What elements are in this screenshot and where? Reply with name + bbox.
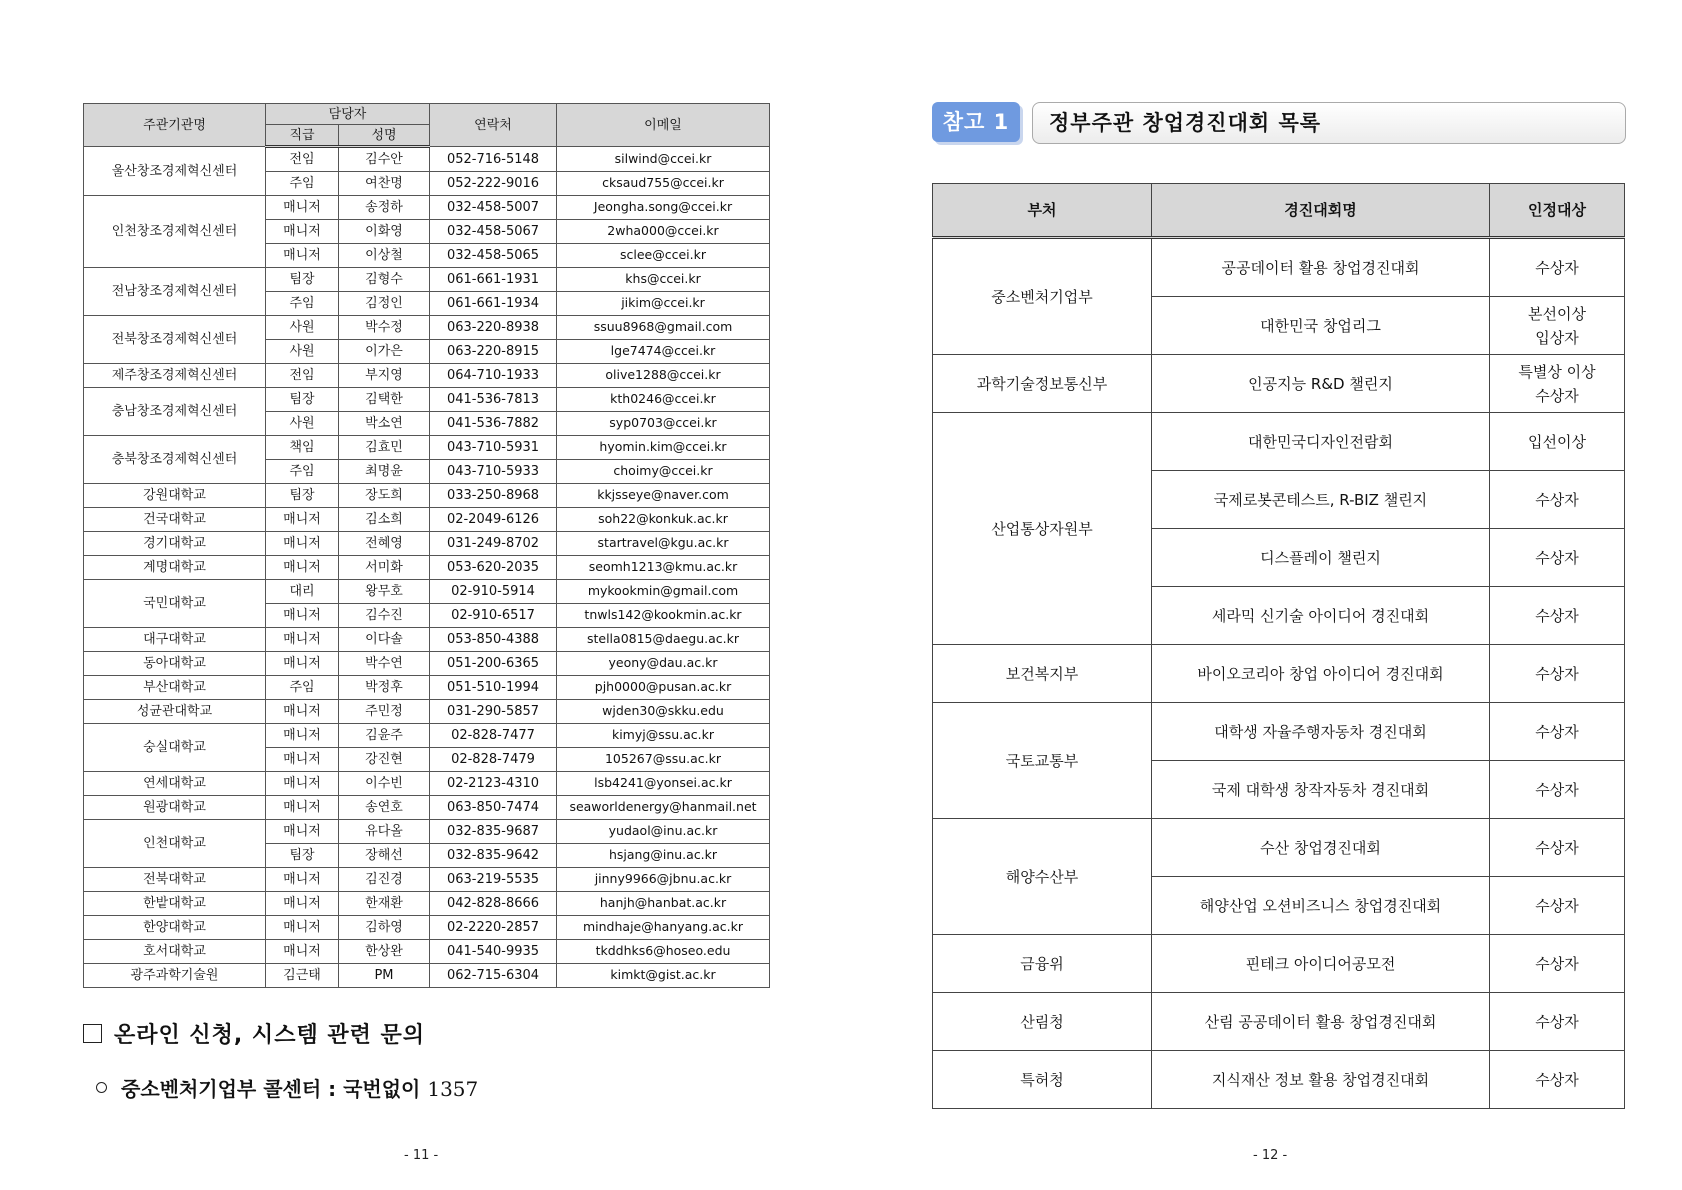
table-row (84, 147, 770, 172)
name-cell: 이화영 (339, 220, 430, 244)
header-phone: 연락처 (430, 104, 557, 147)
ministry-cell: 국토교통부 (933, 703, 1152, 819)
rank-cell: 매니저 (266, 748, 339, 772)
phone-cell: 041-536-7813 (430, 388, 557, 412)
rank-cell: 매니저 (266, 700, 339, 724)
header-ministry: 부처 (933, 184, 1152, 238)
name-cell: 왕무호 (339, 580, 430, 604)
table-row (84, 508, 770, 532)
email-cell: seaworldenergy@hanmail.net (557, 796, 770, 820)
rank-cell: 매니저 (266, 868, 339, 892)
email-cell: yudaol@inu.ac.kr (557, 820, 770, 844)
org-cell: 부산대학교 (84, 676, 266, 700)
contest-table (932, 183, 1625, 1109)
header-person: 담당자 (266, 104, 430, 125)
phone-cell: 063-220-8915 (430, 340, 557, 364)
table-row (933, 645, 1625, 703)
email-cell: silwind@ccei.kr (557, 147, 770, 172)
target-cell: 수상자 (1490, 238, 1625, 297)
target-cell: 수상자 (1490, 703, 1625, 761)
phone-cell: 063-219-5535 (430, 868, 557, 892)
phone-cell: 052-222-9016 (430, 172, 557, 196)
email-cell: kkjsseye@naver.com (557, 484, 770, 508)
rank-cell: 매니저 (266, 652, 339, 676)
ministry-cell: 보건복지부 (933, 645, 1152, 703)
rank-cell: 매니저 (266, 628, 339, 652)
phone-cell: 02-910-5914 (430, 580, 557, 604)
name-cell: 이수빈 (339, 772, 430, 796)
name-cell: 이다솔 (339, 628, 430, 652)
target-cell: 수상자 (1490, 529, 1625, 587)
table-row (84, 196, 770, 220)
contest-name-cell: 대학생 자율주행자동차 경진대회 (1152, 703, 1490, 761)
email-cell: jinny9966@jbnu.ac.kr (557, 868, 770, 892)
phone-cell: 02-828-7479 (430, 748, 557, 772)
org-cell: 전남창조경제혁신센터 (84, 268, 266, 316)
email-cell: syp0703@ccei.kr (557, 412, 770, 436)
section-heading-text: 온라인 신청, 시스템 관련 문의 (114, 1023, 426, 1048)
name-cell: 주민정 (339, 700, 430, 724)
org-cell: 계명대학교 (84, 556, 266, 580)
rank-cell: 매니저 (266, 916, 339, 940)
rank-cell: 매니저 (266, 892, 339, 916)
phone-cell: 041-540-9935 (430, 940, 557, 964)
target-cell: 특별상 이상 수상자 (1490, 355, 1625, 413)
phone-cell: 061-661-1934 (430, 292, 557, 316)
rank-cell: 사원 (266, 340, 339, 364)
phone-cell: 064-710-1933 (430, 364, 557, 388)
email-cell: mykookmin@gmail.com (557, 580, 770, 604)
ministry-cell: 해양수산부 (933, 819, 1152, 935)
contest-name-cell: 지식재산 정보 활용 창업경진대회 (1152, 1051, 1490, 1109)
phone-cell: 053-850-4388 (430, 628, 557, 652)
table-row (84, 556, 770, 580)
phone-cell: 053-620-2035 (430, 556, 557, 580)
table-row (84, 388, 770, 412)
email-cell: startravel@kgu.ac.kr (557, 532, 770, 556)
rank-cell: 주임 (266, 460, 339, 484)
email-cell: tnwls142@kookmin.ac.kr (557, 604, 770, 628)
checkbox-square-icon (83, 1024, 102, 1043)
callcenter-label: 중소벤처기업부 콜센터 : 국번없이 (121, 1077, 421, 1101)
contact-table-body (84, 147, 770, 988)
ministry-cell: 금융위 (933, 935, 1152, 993)
target-cell: 수상자 (1490, 645, 1625, 703)
name-cell: 송정하 (339, 196, 430, 220)
email-cell: kimyj@ssu.ac.kr (557, 724, 770, 748)
phone-cell: 031-290-5857 (430, 700, 557, 724)
target-cell: 수상자 (1490, 877, 1625, 935)
org-cell: 울산창조경제혁신센터 (84, 147, 266, 196)
name-cell: 한상완 (339, 940, 430, 964)
rank-cell: 매니저 (266, 796, 339, 820)
name-cell: 김수진 (339, 604, 430, 628)
phone-cell: 02-910-6517 (430, 604, 557, 628)
phone-cell: 02-2049-6126 (430, 508, 557, 532)
target-cell: 입선이상 (1490, 413, 1625, 471)
rank-cell: 매니저 (266, 604, 339, 628)
email-cell: kimkt@gist.ac.kr (557, 964, 770, 988)
email-cell: hsjang@inu.ac.kr (557, 844, 770, 868)
header-rank: 직급 (266, 125, 339, 147)
email-cell: kth0246@ccei.kr (557, 388, 770, 412)
email-cell: stella0815@daegu.ac.kr (557, 628, 770, 652)
header-org: 주관기관명 (84, 104, 266, 147)
phone-cell: 043-710-5933 (430, 460, 557, 484)
table-row (933, 238, 1625, 297)
callcenter-number: 1357 (427, 1077, 479, 1101)
reference-title: 정부주관 창업경진대회 목록 (1049, 111, 1322, 135)
email-cell: jikim@ccei.kr (557, 292, 770, 316)
org-cell: 숭실대학교 (84, 724, 266, 772)
header-name: 성명 (339, 125, 430, 147)
name-cell: 장도희 (339, 484, 430, 508)
phone-cell: 032-458-5067 (430, 220, 557, 244)
org-cell: 제주창조경제혁신센터 (84, 364, 266, 388)
org-cell: 인천창조경제혁신센터 (84, 196, 266, 268)
name-cell: 김택한 (339, 388, 430, 412)
email-cell: ssuu8968@gmail.com (557, 316, 770, 340)
table-row (84, 820, 770, 844)
rank-cell: 매니저 (266, 244, 339, 268)
reference-badge: 참고 1 (932, 102, 1020, 142)
rank-cell: 책임 (266, 436, 339, 460)
table-row (933, 355, 1625, 413)
phone-cell: 043-710-5931 (430, 436, 557, 460)
name-cell: 여찬명 (339, 172, 430, 196)
org-cell: 충남창조경제혁신센터 (84, 388, 266, 436)
table-row (933, 413, 1625, 471)
name-cell: 박소연 (339, 412, 430, 436)
name-cell: 서미화 (339, 556, 430, 580)
phone-cell: 032-458-5065 (430, 244, 557, 268)
table-row (84, 796, 770, 820)
email-cell: hanjh@hanbat.ac.kr (557, 892, 770, 916)
name-cell: 강진현 (339, 748, 430, 772)
email-cell: seomh1213@kmu.ac.kr (557, 556, 770, 580)
table-row (84, 940, 770, 964)
org-cell: 대구대학교 (84, 628, 266, 652)
target-cell: 수상자 (1490, 819, 1625, 877)
org-cell: 인천대학교 (84, 820, 266, 868)
email-cell: choimy@ccei.kr (557, 460, 770, 484)
email-cell: mindhaje@hanyang.ac.kr (557, 916, 770, 940)
target-cell: 수상자 (1490, 1051, 1625, 1109)
name-cell: 김윤주 (339, 724, 430, 748)
phone-cell: 032-835-9642 (430, 844, 557, 868)
rank-cell: 사원 (266, 412, 339, 436)
rank-cell: 매니저 (266, 724, 339, 748)
name-cell: 이상철 (339, 244, 430, 268)
contest-name-cell: 해양산업 오션비즈니스 창업경진대회 (1152, 877, 1490, 935)
phone-cell: 052-716-5148 (430, 147, 557, 172)
contest-name-cell: 국제로봇콘테스트, R-BIZ 챌린지 (1152, 471, 1490, 529)
phone-cell: 041-536-7882 (430, 412, 557, 436)
rank-cell: 김근태 (266, 964, 339, 988)
callcenter-line (96, 1073, 478, 1102)
name-cell: 김형수 (339, 268, 430, 292)
table-row (933, 1051, 1625, 1109)
name-cell: 박수정 (339, 316, 430, 340)
table-row (933, 993, 1625, 1051)
org-cell: 동아대학교 (84, 652, 266, 676)
org-cell: 광주과학기술원 (84, 964, 266, 988)
email-cell: olive1288@ccei.kr (557, 364, 770, 388)
target-cell: 본선이상 입상자 (1490, 297, 1625, 355)
email-cell: sclee@ccei.kr (557, 244, 770, 268)
email-cell: cksaud755@ccei.kr (557, 172, 770, 196)
name-cell: 김효민 (339, 436, 430, 460)
phone-cell: 032-458-5007 (430, 196, 557, 220)
ministry-cell: 특허청 (933, 1051, 1152, 1109)
table-row (84, 868, 770, 892)
table-row (84, 700, 770, 724)
table-row (84, 532, 770, 556)
target-cell: 수상자 (1490, 471, 1625, 529)
phone-cell: 02-2220-2857 (430, 916, 557, 940)
contest-name-cell: 세라믹 신기술 아이디어 경진대회 (1152, 587, 1490, 645)
org-cell: 원광대학교 (84, 796, 266, 820)
name-cell: 김진경 (339, 868, 430, 892)
ministry-cell: 과학기술정보통신부 (933, 355, 1152, 413)
ministry-cell: 산업통상자원부 (933, 413, 1152, 645)
reference-title-box (1032, 102, 1626, 144)
rank-cell: 매니저 (266, 820, 339, 844)
phone-cell: 063-220-8938 (430, 316, 557, 340)
table-row (84, 364, 770, 388)
email-cell: soh22@konkuk.ac.kr (557, 508, 770, 532)
org-cell: 한밭대학교 (84, 892, 266, 916)
table-row (84, 316, 770, 340)
rank-cell: 매니저 (266, 940, 339, 964)
contest-name-cell: 산림 공공데이터 활용 창업경진대회 (1152, 993, 1490, 1051)
name-cell: 박정후 (339, 676, 430, 700)
contest-table-body (933, 238, 1625, 1109)
phone-cell: 062-715-6304 (430, 964, 557, 988)
target-cell: 수상자 (1490, 761, 1625, 819)
email-cell: pjh0000@pusan.ac.kr (557, 676, 770, 700)
name-cell: 김수안 (339, 147, 430, 172)
contact-table-header (84, 104, 770, 147)
email-cell: wjden30@skku.edu (557, 700, 770, 724)
rank-cell: 팀장 (266, 844, 339, 868)
name-cell: 송연호 (339, 796, 430, 820)
table-row (84, 580, 770, 604)
email-cell: khs@ccei.kr (557, 268, 770, 292)
email-cell: 105267@ssu.ac.kr (557, 748, 770, 772)
rank-cell: 매니저 (266, 556, 339, 580)
table-row (84, 676, 770, 700)
phone-cell: 032-835-9687 (430, 820, 557, 844)
name-cell: 부지영 (339, 364, 430, 388)
org-cell: 국민대학교 (84, 580, 266, 628)
phone-cell: 063-850-7474 (430, 796, 557, 820)
phone-cell: 051-200-6365 (430, 652, 557, 676)
table-row (84, 436, 770, 460)
table-row (84, 268, 770, 292)
ministry-cell: 산림청 (933, 993, 1152, 1051)
table-row (84, 724, 770, 748)
org-cell: 건국대학교 (84, 508, 266, 532)
email-cell: lge7474@ccei.kr (557, 340, 770, 364)
rank-cell: 주임 (266, 172, 339, 196)
name-cell: 박수연 (339, 652, 430, 676)
name-cell: 유다올 (339, 820, 430, 844)
contest-name-cell: 수산 창업경진대회 (1152, 819, 1490, 877)
contest-name-cell: 대한민국디자인전람회 (1152, 413, 1490, 471)
page-number-left: - 11 - (404, 1148, 439, 1163)
name-cell: 김하영 (339, 916, 430, 940)
org-cell: 성균관대학교 (84, 700, 266, 724)
rank-cell: 매니저 (266, 196, 339, 220)
contest-name-cell: 바이오코리아 창업 아이디어 경진대회 (1152, 645, 1490, 703)
table-row (84, 484, 770, 508)
name-cell: 김정인 (339, 292, 430, 316)
phone-cell: 02-828-7477 (430, 724, 557, 748)
name-cell: 김소희 (339, 508, 430, 532)
contest-name-cell: 대한민국 창업리그 (1152, 297, 1490, 355)
target-cell: 수상자 (1490, 993, 1625, 1051)
target-cell: 수상자 (1490, 587, 1625, 645)
rank-cell: 매니저 (266, 508, 339, 532)
name-cell: 이가은 (339, 340, 430, 364)
page-number-right: - 12 - (1253, 1148, 1288, 1163)
rank-cell: 매니저 (266, 220, 339, 244)
table-row (84, 652, 770, 676)
rank-cell: 사원 (266, 316, 339, 340)
name-cell: 한재환 (339, 892, 430, 916)
email-cell: 2wha000@ccei.kr (557, 220, 770, 244)
rank-cell: 주임 (266, 292, 339, 316)
phone-cell: 061-661-1931 (430, 268, 557, 292)
section-heading (83, 1018, 425, 1049)
rank-cell: 매니저 (266, 772, 339, 796)
table-row (84, 916, 770, 940)
table-row (933, 703, 1625, 761)
name-cell: 전혜영 (339, 532, 430, 556)
rank-cell: 팀장 (266, 268, 339, 292)
table-row (933, 935, 1625, 993)
target-cell: 수상자 (1490, 935, 1625, 993)
org-cell: 전북창조경제혁신센터 (84, 316, 266, 364)
table-row (933, 819, 1625, 877)
table-row (84, 628, 770, 652)
contest-name-cell: 핀테크 아이디어공모전 (1152, 935, 1490, 993)
ministry-cell: 중소벤처기업부 (933, 238, 1152, 355)
email-cell: Jeongha.song@ccei.kr (557, 196, 770, 220)
email-cell: tkddhks6@hoseo.edu (557, 940, 770, 964)
email-cell: yeony@dau.ac.kr (557, 652, 770, 676)
circle-bullet-icon (96, 1082, 107, 1093)
contest-name-cell: 디스플레이 챌린지 (1152, 529, 1490, 587)
contest-name-cell: 공공데이터 활용 창업경진대회 (1152, 238, 1490, 297)
name-cell: PM (339, 964, 430, 988)
contest-table-header (933, 184, 1625, 238)
table-row (84, 964, 770, 988)
rank-cell: 매니저 (266, 532, 339, 556)
name-cell: 장해선 (339, 844, 430, 868)
org-cell: 연세대학교 (84, 772, 266, 796)
contest-name-cell: 국제 대학생 창작자동차 경진대회 (1152, 761, 1490, 819)
rank-cell: 팀장 (266, 388, 339, 412)
rank-cell: 전임 (266, 364, 339, 388)
phone-cell: 051-510-1994 (430, 676, 557, 700)
header-email: 이메일 (557, 104, 770, 147)
phone-cell: 042-828-8666 (430, 892, 557, 916)
org-cell: 충북창조경제혁신센터 (84, 436, 266, 484)
table-row (84, 892, 770, 916)
org-cell: 호서대학교 (84, 940, 266, 964)
phone-cell: 02-2123-4310 (430, 772, 557, 796)
org-cell: 전북대학교 (84, 868, 266, 892)
contest-name-cell: 인공지능 R&D 챌린지 (1152, 355, 1490, 413)
phone-cell: 031-249-8702 (430, 532, 557, 556)
email-cell: lsb4241@yonsei.ac.kr (557, 772, 770, 796)
org-cell: 강원대학교 (84, 484, 266, 508)
rank-cell: 전임 (266, 147, 339, 172)
email-cell: hyomin.kim@ccei.kr (557, 436, 770, 460)
org-cell: 경기대학교 (84, 532, 266, 556)
header-contest: 경진대회명 (1152, 184, 1490, 238)
org-cell: 한양대학교 (84, 916, 266, 940)
phone-cell: 033-250-8968 (430, 484, 557, 508)
rank-cell: 주임 (266, 676, 339, 700)
header-target: 인정대상 (1490, 184, 1625, 238)
name-cell: 최명윤 (339, 460, 430, 484)
table-row (84, 772, 770, 796)
contact-table (83, 103, 770, 988)
rank-cell: 대리 (266, 580, 339, 604)
rank-cell: 팀장 (266, 484, 339, 508)
